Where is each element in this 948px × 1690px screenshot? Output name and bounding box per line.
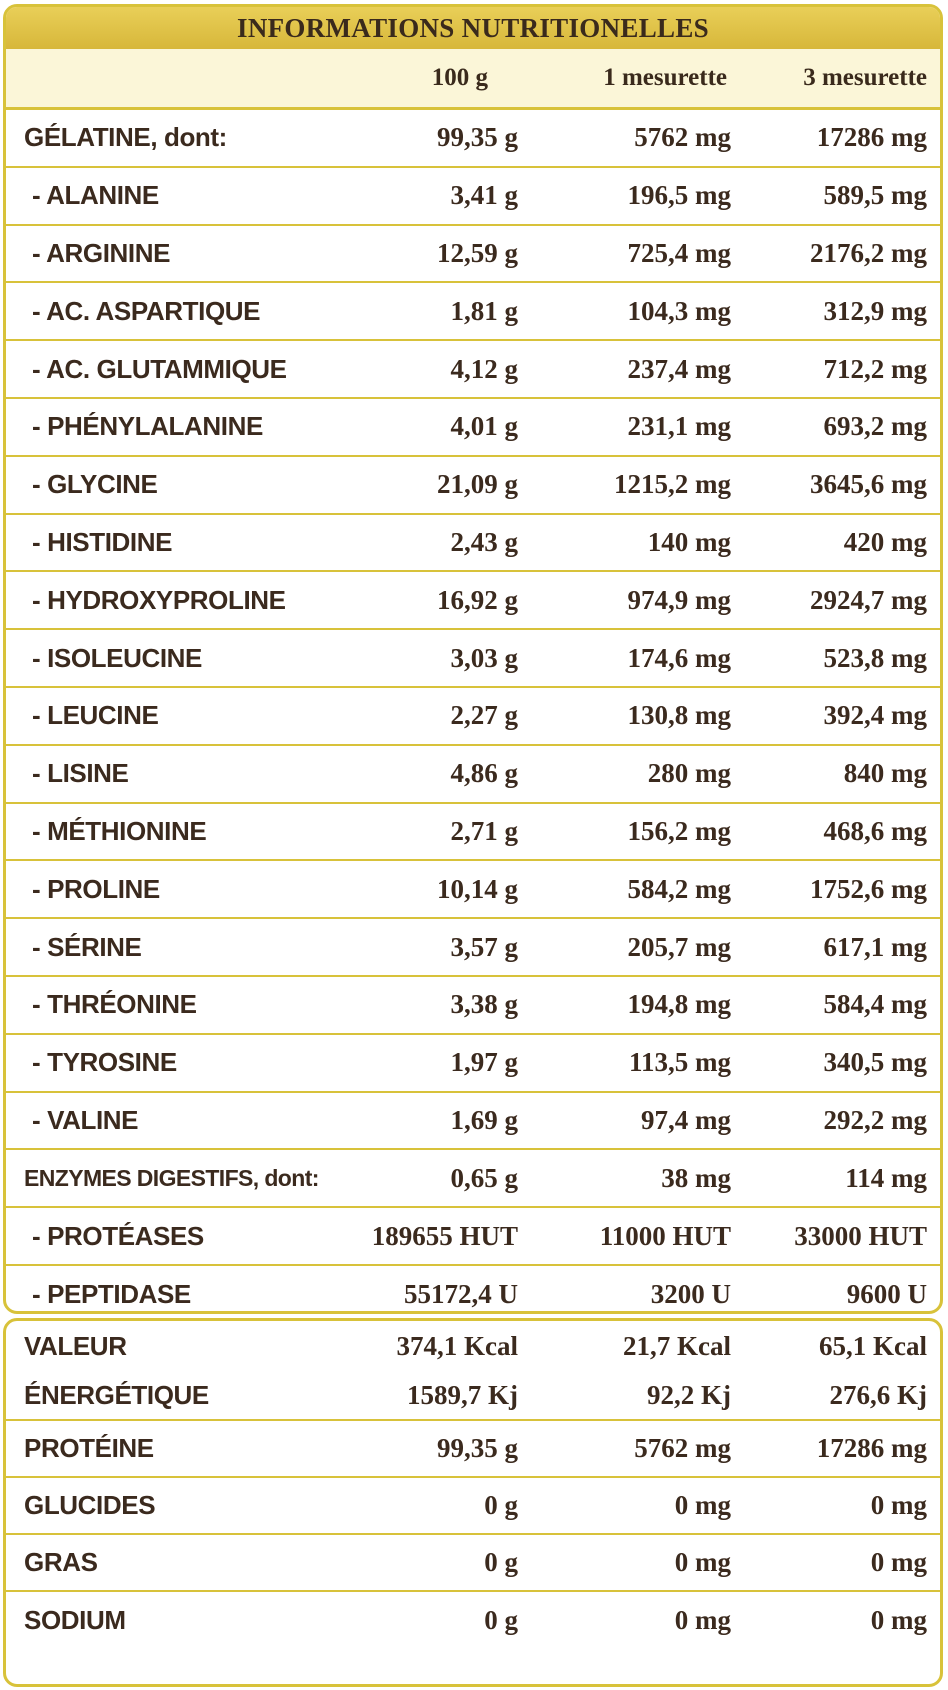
value-1-mesurette: 584,2 mg: [627, 873, 731, 904]
table-row: [6, 341, 940, 399]
value-100g: 0 g: [484, 1605, 518, 1635]
row-label: - PEPTIDASE: [32, 1279, 191, 1310]
table-row: [6, 746, 940, 804]
value-1-mesurette: 11000 HUT: [599, 1220, 731, 1251]
value-1-mesurette: 5762 mg: [634, 1433, 731, 1463]
value-3-mesurette: 312,9 mg: [823, 295, 927, 326]
column-header-1-mesurette: 1 mesurette: [603, 64, 727, 91]
value-100g: 3,57 g: [450, 931, 518, 962]
row-label: - LEUCINE: [32, 700, 159, 731]
value-3-mesurette: 589,5 mg: [823, 180, 927, 211]
value-3-mesurette: 114 mg: [845, 1162, 927, 1193]
value-100g: 1,81 g: [450, 295, 518, 326]
table-row: [6, 1535, 940, 1592]
row-label: - PROLINE: [32, 873, 160, 904]
value-3-mesurette: 9600 U: [846, 1279, 927, 1310]
value-3-mesurette: 392,4 mg: [823, 700, 927, 731]
value-1-mesurette: 92,2 Kj: [647, 1379, 731, 1410]
value-3-mesurette: 65,1 Kcal: [819, 1330, 927, 1361]
value-100g: 374,1 Kcal: [396, 1330, 518, 1361]
row-label: GLUCIDES: [24, 1490, 156, 1520]
row-label: - AC. GLUTAMMIQUE: [32, 353, 287, 384]
value-3-mesurette: 1752,6 mg: [810, 873, 927, 904]
row-label: PROTÉINE: [24, 1433, 154, 1463]
column-header-100g: 100 g: [431, 64, 488, 91]
value-100g: 99,35 g: [437, 1433, 518, 1463]
value-3-mesurette: 420 mg: [843, 526, 927, 557]
row-label: - ARGININE: [32, 237, 171, 268]
value-100g: 1589,7 Kj: [407, 1379, 518, 1410]
row-label: - MÉTHIONINE: [32, 815, 207, 846]
value-1-mesurette: 194,8 mg: [627, 989, 731, 1020]
table-row: [6, 1266, 940, 1314]
value-1-mesurette: 3200 U: [650, 1279, 731, 1310]
value-1-mesurette: 0 mg: [674, 1547, 731, 1577]
value-100g: 55172,4 U: [404, 1279, 518, 1310]
table-row: [6, 226, 940, 284]
row-label: GRAS: [24, 1547, 98, 1577]
row-label: - HISTIDINE: [32, 526, 173, 557]
column-header-3-mesurette: 3 mesurette: [803, 64, 927, 91]
table-row: [6, 1371, 940, 1421]
row-label: - LISINE: [32, 758, 129, 789]
value-1-mesurette: 104,3 mg: [627, 295, 731, 326]
energy-table-panel: [3, 1318, 943, 1687]
value-3-mesurette: 523,8 mg: [823, 642, 927, 673]
value-1-mesurette: 974,9 mg: [627, 584, 731, 615]
value-100g: 4,12 g: [450, 353, 518, 384]
value-3-mesurette: 693,2 mg: [823, 411, 927, 442]
table-row: [6, 977, 940, 1035]
value-100g: 3,03 g: [450, 642, 518, 673]
value-1-mesurette: 21,7 Kcal: [623, 1330, 731, 1361]
table-row: [6, 457, 940, 515]
value-100g: 10,14 g: [437, 873, 518, 904]
row-label: GÉLATINE, dont:: [24, 122, 227, 153]
value-100g: 2,43 g: [450, 526, 518, 557]
table-row: [6, 1208, 940, 1266]
value-100g: 0 g: [484, 1547, 518, 1577]
table-row: [6, 515, 940, 573]
value-3-mesurette: 617,1 mg: [823, 931, 927, 962]
value-1-mesurette: 0 mg: [674, 1490, 731, 1520]
value-1-mesurette: 1215,2 mg: [614, 469, 731, 500]
row-label: - ISOLEUCINE: [32, 642, 202, 673]
row-label: ENZYMES DIGESTIFS, dont:: [24, 1164, 319, 1191]
value-100g: 189655 HUT: [371, 1220, 518, 1251]
value-3-mesurette: 3645,6 mg: [810, 469, 927, 500]
value-3-mesurette: 584,4 mg: [823, 989, 927, 1020]
table-row: [6, 399, 940, 457]
value-100g: 1,69 g: [450, 1104, 518, 1135]
column-header-row: [6, 49, 940, 110]
value-1-mesurette: 0 mg: [674, 1605, 731, 1635]
value-100g: 2,27 g: [450, 700, 518, 731]
table-row: [6, 168, 940, 226]
table-row: [6, 630, 940, 688]
table-title: INFORMATIONS NUTRITIONELLES: [6, 7, 940, 49]
value-100g: 12,59 g: [437, 237, 518, 268]
value-3-mesurette: 276,6 Kj: [829, 1379, 927, 1410]
row-label: - GLYCINE: [32, 469, 158, 500]
table-row: [6, 1093, 940, 1151]
table-row: [6, 804, 940, 862]
value-1-mesurette: 196,5 mg: [627, 180, 731, 211]
value-100g: 99,35 g: [437, 122, 518, 153]
table-row: [6, 1592, 940, 1649]
value-3-mesurette: 2924,7 mg: [810, 584, 927, 615]
table-row: [6, 688, 940, 746]
value-1-mesurette: 280 mg: [647, 758, 731, 789]
value-3-mesurette: 292,2 mg: [823, 1104, 927, 1135]
nutrition-table-panel: [3, 4, 943, 1314]
value-1-mesurette: 231,1 mg: [627, 411, 731, 442]
value-100g: 0 g: [484, 1490, 518, 1520]
value-1-mesurette: 237,4 mg: [627, 353, 731, 384]
value-1-mesurette: 97,4 mg: [641, 1104, 731, 1135]
value-3-mesurette: 33000 HUT: [794, 1220, 927, 1251]
row-label: - PROTÉASES: [32, 1220, 204, 1251]
value-3-mesurette: 712,2 mg: [823, 353, 927, 384]
value-1-mesurette: 725,4 mg: [627, 237, 731, 268]
table-row: [6, 1150, 940, 1208]
value-3-mesurette: 17286 mg: [816, 122, 927, 153]
value-1-mesurette: 156,2 mg: [627, 815, 731, 846]
value-3-mesurette: 468,6 mg: [823, 815, 927, 846]
value-100g: 2,71 g: [450, 815, 518, 846]
value-3-mesurette: 0 mg: [870, 1490, 927, 1520]
table-row: [6, 861, 940, 919]
row-label: - TYROSINE: [32, 1047, 177, 1078]
row-label: - THRÉONINE: [32, 989, 197, 1020]
value-3-mesurette: 0 mg: [870, 1547, 927, 1577]
value-100g: 1,97 g: [450, 1047, 518, 1078]
value-1-mesurette: 140 mg: [647, 526, 731, 557]
row-label: VALEUR: [24, 1330, 127, 1361]
value-1-mesurette: 113,5 mg: [628, 1047, 731, 1078]
row-label: - VALINE: [32, 1104, 139, 1135]
value-100g: 4,01 g: [450, 411, 518, 442]
value-100g: 16,92 g: [437, 584, 518, 615]
row-label: - AC. ASPARTIQUE: [32, 295, 261, 326]
value-3-mesurette: 340,5 mg: [823, 1047, 927, 1078]
value-100g: 4,86 g: [450, 758, 518, 789]
row-label: ÉNERGÉTIQUE: [24, 1379, 209, 1410]
value-3-mesurette: 0 mg: [870, 1605, 927, 1635]
value-100g: 0,65 g: [450, 1162, 518, 1193]
table-row: [6, 1478, 940, 1535]
table-row: [6, 1321, 940, 1371]
value-1-mesurette: 174,6 mg: [627, 642, 731, 673]
row-label: - PHÉNYLALANINE: [32, 411, 263, 442]
table-row: [6, 110, 940, 168]
value-3-mesurette: 17286 mg: [816, 1433, 927, 1463]
table-row: [6, 1421, 940, 1478]
table-row: [6, 283, 940, 341]
value-1-mesurette: 38 mg: [661, 1162, 731, 1193]
value-3-mesurette: 2176,2 mg: [810, 237, 927, 268]
value-100g: 3,41 g: [450, 180, 518, 211]
value-1-mesurette: 205,7 mg: [627, 931, 731, 962]
value-3-mesurette: 840 mg: [843, 758, 927, 789]
table-row: [6, 919, 940, 977]
row-label: SODIUM: [24, 1605, 126, 1635]
table-row: [6, 1035, 940, 1093]
table-row: [6, 572, 940, 630]
value-100g: 21,09 g: [437, 469, 518, 500]
row-label: - HYDROXYPROLINE: [32, 584, 286, 615]
row-label: - ALANINE: [32, 180, 159, 211]
value-1-mesurette: 130,8 mg: [627, 700, 731, 731]
row-label: - SÉRINE: [32, 931, 142, 962]
value-100g: 3,38 g: [450, 989, 518, 1020]
value-1-mesurette: 5762 mg: [634, 122, 731, 153]
